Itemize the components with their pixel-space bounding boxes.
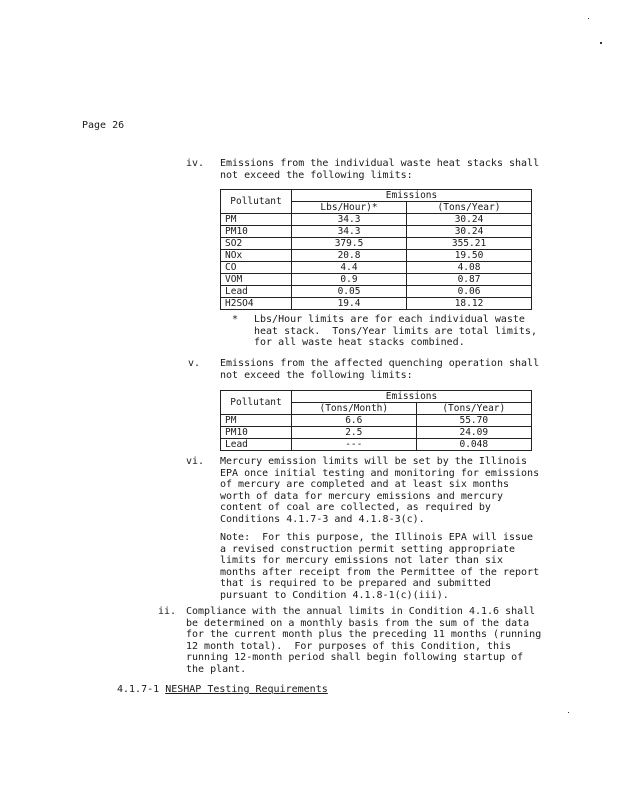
lbs-cell: 19.4 bbox=[292, 298, 407, 310]
item-vi-marker: vi. bbox=[186, 456, 205, 467]
table1-header-pollutant: Pollutant bbox=[221, 190, 292, 214]
table-row bbox=[221, 262, 532, 274]
tons-cell: 30.24 bbox=[407, 226, 532, 238]
item-ii-text: Compliance with the annual limits in Condition 4.1.6 shall be determined on a monthly basis from the sum of the data for the current month plus the preceding 11 months (running 12 month total). For purposes of this Condition, this running 12-month period shall begin following startup of the plant. bbox=[186, 606, 542, 675]
pollutant-cell: CO bbox=[221, 262, 292, 274]
pollutant-cell: PM10 bbox=[221, 427, 292, 439]
lbs-cell: 20.8 bbox=[292, 250, 407, 262]
table-row bbox=[221, 298, 532, 310]
lbs-cell: 379.5 bbox=[292, 238, 407, 250]
month-cell: 2.5 bbox=[292, 427, 417, 439]
table-row bbox=[221, 214, 532, 226]
pollutant-cell: PM bbox=[221, 214, 292, 226]
lbs-cell: 0.9 bbox=[292, 274, 407, 286]
lbs-cell: 34.3 bbox=[292, 226, 407, 238]
tons-cell: 30.24 bbox=[407, 214, 532, 226]
pollutant-cell: PM10 bbox=[221, 226, 292, 238]
tons-cell: 0.87 bbox=[407, 274, 532, 286]
pollutant-cell: VOM bbox=[221, 274, 292, 286]
table1-header-lbs: Lbs/Hour)* bbox=[292, 202, 407, 214]
tons-cell: 0.06 bbox=[407, 286, 532, 298]
lbs-cell: 34.3 bbox=[292, 214, 407, 226]
table-row bbox=[221, 250, 532, 262]
item-iv-marker: iv. bbox=[186, 158, 205, 169]
table-row bbox=[221, 274, 532, 286]
item-iv-text: Emissions from the individual waste heat stacks shall not exceed the following limits: bbox=[220, 158, 540, 181]
table2-header-month: (Tons/Month) bbox=[292, 403, 417, 415]
pollutant-cell: NOx bbox=[221, 250, 292, 262]
table-row bbox=[221, 286, 532, 298]
table1-header-tons: (Tons/Year) bbox=[407, 202, 532, 214]
month-cell: --- bbox=[292, 439, 417, 451]
item-ii-marker: ii. bbox=[158, 606, 177, 617]
footnote-text: Lbs/Hour limits are for each individual waste heat stack. Tons/Year limits are total limits, for all waste heat stacks combined. bbox=[254, 314, 537, 348]
lbs-cell: 0.05 bbox=[292, 286, 407, 298]
lbs-cell: 4.4 bbox=[292, 262, 407, 274]
item-v-text: Emissions from the affected quenching operation shall not exceed the following limits: bbox=[220, 358, 540, 381]
year-cell: 24.09 bbox=[416, 427, 531, 439]
section-heading bbox=[117, 684, 328, 695]
year-cell: 55.70 bbox=[416, 415, 531, 427]
pollutant-cell: H2SO4 bbox=[221, 298, 292, 310]
page-number: Page 26 bbox=[82, 120, 125, 131]
table-row bbox=[221, 238, 532, 250]
item-vi-text: Mercury emission limits will be set by the Illinois EPA once initial testing and monitoring for emissions of mercury are completed and at least six months worth of data for mercury emissions and mercury content of coal are collected, as required by Conditions 4.1.7-3 and 4.1.8-3(c). bbox=[220, 456, 540, 525]
month-cell: 6.6 bbox=[292, 415, 417, 427]
tons-cell: 355.21 bbox=[407, 238, 532, 250]
emissions-table-quench bbox=[220, 390, 532, 451]
table2-header-emissions: Emissions bbox=[292, 391, 532, 403]
item-v-marker: v. bbox=[188, 358, 201, 369]
pollutant-cell: Lead bbox=[221, 286, 292, 298]
pollutant-cell: Lead bbox=[221, 439, 292, 451]
table-row bbox=[221, 427, 532, 439]
tons-cell: 18.12 bbox=[407, 298, 532, 310]
pollutant-cell: PM bbox=[221, 415, 292, 427]
scan-speck bbox=[568, 712, 569, 713]
table2-header-year: (Tons/Year) bbox=[416, 403, 531, 415]
note-text: Note: For this purpose, the Illinois EPA will issue a revised construction permit setting appropriate limits for mercury emissions not later than six months after receipt from the Permittee of the report that is required to be prepared and submitted pursuant to Condition 4.1.8-1(c)(iii). bbox=[220, 532, 540, 601]
table-row bbox=[221, 226, 532, 238]
tons-cell: 4.08 bbox=[407, 262, 532, 274]
emissions-table-stacks bbox=[220, 189, 532, 310]
year-cell: 0.048 bbox=[416, 439, 531, 451]
table-row bbox=[221, 415, 532, 427]
table2-header-pollutant: Pollutant bbox=[221, 391, 292, 415]
table-row bbox=[221, 439, 532, 451]
table1-header-emissions: Emissions bbox=[292, 190, 532, 202]
tons-cell: 19.50 bbox=[407, 250, 532, 262]
pollutant-cell: SO2 bbox=[221, 238, 292, 250]
section-title: NESHAP Testing Requirements bbox=[165, 684, 328, 695]
section-number: 4.1.7-1 bbox=[117, 684, 160, 695]
footnote-marker: * bbox=[232, 314, 239, 325]
scan-speck bbox=[588, 18, 589, 19]
scan-speck bbox=[600, 42, 602, 44]
